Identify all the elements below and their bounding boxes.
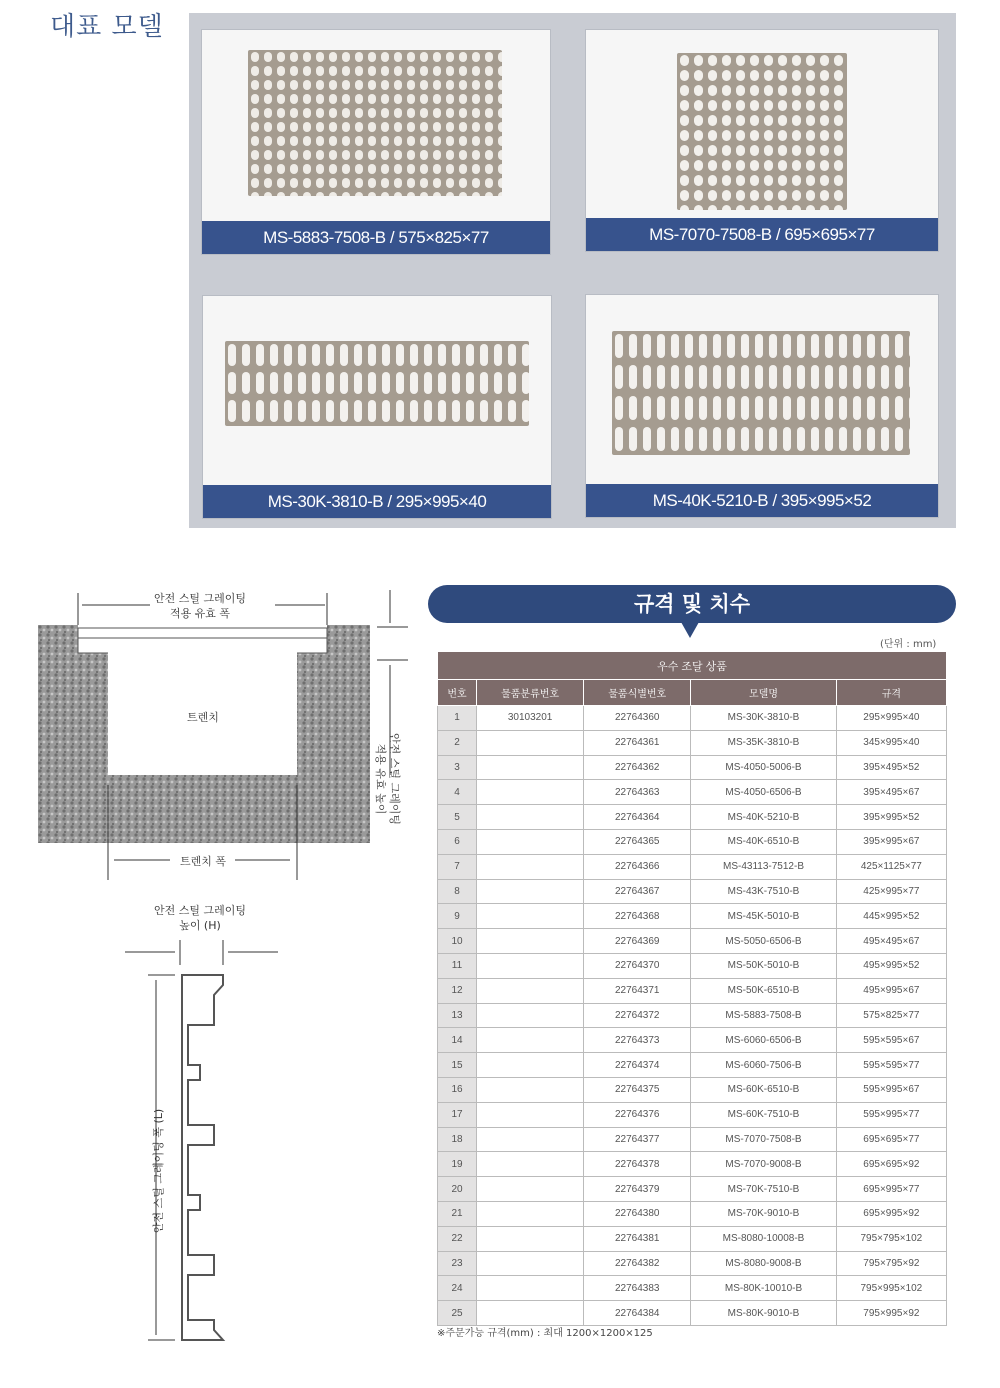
dimensions-cell: 595×995×77 xyxy=(836,1102,946,1127)
effective-width-label: 안전 스틸 그레이팅 적용 유효 폭 xyxy=(153,592,246,620)
row-number-cell: 19 xyxy=(438,1152,477,1177)
category-number-cell xyxy=(477,1276,584,1301)
category-number-cell xyxy=(477,1102,584,1127)
category-number-cell xyxy=(477,805,584,830)
item-id-cell: 22764384 xyxy=(584,1301,691,1326)
spec-table-body xyxy=(438,706,947,1326)
table-row xyxy=(438,1152,947,1177)
table-row xyxy=(438,730,947,755)
page-title: 대표 모델 xyxy=(50,12,164,42)
table-row xyxy=(438,1003,947,1028)
item-id-cell: 22764365 xyxy=(584,829,691,854)
row-number-cell: 16 xyxy=(438,1077,477,1102)
grating-image xyxy=(248,50,502,196)
footnote: ※주문가능 규격(mm) : 최대 1200×1200×125 xyxy=(437,1328,653,1339)
category-number-cell xyxy=(477,1077,584,1102)
spec-heading: 규격 및 치수 xyxy=(428,585,956,623)
model-name-cell: MS-6060-6506-B xyxy=(691,1028,836,1053)
category-number-cell xyxy=(477,1226,584,1251)
dimensions-cell: 695×695×92 xyxy=(836,1152,946,1177)
category-number-cell xyxy=(477,1201,584,1226)
table-row xyxy=(438,1028,947,1053)
ground-section xyxy=(38,625,370,843)
column-header: 물품식별번호 xyxy=(584,680,691,706)
model-name-cell: MS-45K-5010-B xyxy=(691,904,836,929)
row-number-cell: 8 xyxy=(438,879,477,904)
category-number-cell xyxy=(477,1028,584,1053)
model-name-cell: MS-8080-10008-B xyxy=(691,1226,836,1251)
table-row xyxy=(438,953,947,978)
dimensions-cell: 595×995×67 xyxy=(836,1077,946,1102)
table-row xyxy=(438,780,947,805)
row-number-cell: 17 xyxy=(438,1102,477,1127)
row-number-cell: 23 xyxy=(438,1251,477,1276)
model-name-cell: MS-40K-5210-B xyxy=(691,805,836,830)
spec-heading-pointer xyxy=(681,622,699,638)
row-number-cell: 2 xyxy=(438,730,477,755)
item-id-cell: 22764370 xyxy=(584,953,691,978)
item-id-cell: 22764375 xyxy=(584,1077,691,1102)
category-number-cell xyxy=(477,929,584,954)
row-number-cell: 20 xyxy=(438,1177,477,1202)
row-number-cell: 18 xyxy=(438,1127,477,1152)
grating-image xyxy=(677,53,847,210)
row-number-cell: 4 xyxy=(438,780,477,805)
row-number-cell: 25 xyxy=(438,1301,477,1326)
item-id-cell: 22764371 xyxy=(584,978,691,1003)
row-number-cell: 10 xyxy=(438,929,477,954)
model-name-cell: MS-8080-9008-B xyxy=(691,1251,836,1276)
item-id-cell: 22764373 xyxy=(584,1028,691,1053)
grating-profile xyxy=(78,628,327,638)
item-id-cell: 22764378 xyxy=(584,1152,691,1177)
model-name-cell: MS-5883-7508-B xyxy=(691,1003,836,1028)
row-number-cell: 3 xyxy=(438,755,477,780)
grating-profile-diagram xyxy=(120,935,290,1350)
table-row xyxy=(438,805,947,830)
category-number-cell xyxy=(477,1177,584,1202)
model-name-cell: MS-60K-7510-B xyxy=(691,1102,836,1127)
row-number-cell: 11 xyxy=(438,953,477,978)
model-name-cell: MS-5050-6506-B xyxy=(691,929,836,954)
column-header: 물품분류번호 xyxy=(477,680,584,706)
category-number-cell xyxy=(477,1152,584,1177)
unit-note: (단위 : mm) xyxy=(880,639,937,650)
dimensions-cell: 575×825×77 xyxy=(836,1003,946,1028)
table-row xyxy=(438,854,947,879)
grating-pattern xyxy=(677,53,847,210)
height-label: 안전 스틸 그레이팅 높이 (H) xyxy=(153,904,246,932)
item-id-cell: 22764379 xyxy=(584,1177,691,1202)
item-id-cell: 22764374 xyxy=(584,1053,691,1078)
category-number-cell xyxy=(477,829,584,854)
row-number-cell: 12 xyxy=(438,978,477,1003)
table-row xyxy=(438,1301,947,1326)
row-number-cell: 7 xyxy=(438,854,477,879)
dimensions-cell: 425×995×77 xyxy=(836,879,946,904)
grating-image xyxy=(612,331,910,455)
row-number-cell: 6 xyxy=(438,829,477,854)
effective-height-label: 안전 스틸 그레이팅 적용 유효 높이 xyxy=(374,732,401,825)
table-row xyxy=(438,829,947,854)
item-id-cell: 22764366 xyxy=(584,854,691,879)
table-row xyxy=(438,904,947,929)
category-number-cell xyxy=(477,730,584,755)
model-caption: MS-40K-5210-B / 395×995×52 xyxy=(586,484,938,517)
grating-image xyxy=(225,341,529,426)
item-id-cell: 22764372 xyxy=(584,1003,691,1028)
table-row xyxy=(438,1226,947,1251)
row-number-cell: 5 xyxy=(438,805,477,830)
dimensions-cell: 795×995×92 xyxy=(836,1301,946,1326)
grating-pattern xyxy=(225,341,529,426)
table-row xyxy=(438,755,947,780)
table-row xyxy=(438,978,947,1003)
model-name-cell: MS-60K-6510-B xyxy=(691,1077,836,1102)
item-id-cell: 22764369 xyxy=(584,929,691,954)
row-number-cell: 9 xyxy=(438,904,477,929)
table-row xyxy=(438,1276,947,1301)
row-number-cell: 15 xyxy=(438,1053,477,1078)
row-number-cell: 1 xyxy=(438,706,477,731)
category-number-cell xyxy=(477,854,584,879)
dimensions-cell: 795×795×102 xyxy=(836,1226,946,1251)
model-name-cell: MS-43113-7512-B xyxy=(691,854,836,879)
dimensions-cell: 495×995×67 xyxy=(836,978,946,1003)
category-number-cell xyxy=(477,1301,584,1326)
table-row xyxy=(438,1127,947,1152)
model-card xyxy=(202,30,550,254)
model-caption: MS-5883-7508-B / 575×825×77 xyxy=(202,221,550,254)
category-number-cell xyxy=(477,755,584,780)
category-number-cell xyxy=(477,904,584,929)
item-id-cell: 22764377 xyxy=(584,1127,691,1152)
item-id-cell: 22764367 xyxy=(584,879,691,904)
table-row xyxy=(438,929,947,954)
table-row xyxy=(438,1077,947,1102)
column-header: 규격 xyxy=(836,680,946,706)
model-name-cell: MS-50K-5010-B xyxy=(691,953,836,978)
model-name-cell: MS-40K-6510-B xyxy=(691,829,836,854)
grating-pattern xyxy=(612,331,910,455)
item-id-cell: 22764362 xyxy=(584,755,691,780)
dimensions-cell: 595×595×67 xyxy=(836,1028,946,1053)
model-name-cell: MS-70K-7510-B xyxy=(691,1177,836,1202)
category-number-cell xyxy=(477,1003,584,1028)
table-row xyxy=(438,1053,947,1078)
model-name-cell: MS-80K-9010-B xyxy=(691,1301,836,1326)
grating-pattern xyxy=(248,50,502,196)
item-id-cell: 22764381 xyxy=(584,1226,691,1251)
item-id-cell: 22764376 xyxy=(584,1102,691,1127)
dimensions-cell: 295×995×40 xyxy=(836,706,946,731)
dimensions-cell: 425×1125×77 xyxy=(836,854,946,879)
row-number-cell: 21 xyxy=(438,1201,477,1226)
dimensions-cell: 395×995×67 xyxy=(836,829,946,854)
model-name-cell: MS-6060-7506-B xyxy=(691,1053,836,1078)
category-number-cell xyxy=(477,1251,584,1276)
model-card xyxy=(203,296,551,518)
column-header: 모델명 xyxy=(691,680,836,706)
item-id-cell: 22764361 xyxy=(584,730,691,755)
dimensions-cell: 395×495×67 xyxy=(836,780,946,805)
dimensions-cell: 495×495×67 xyxy=(836,929,946,954)
dimensions-cell: 495×995×52 xyxy=(836,953,946,978)
item-id-cell: 22764360 xyxy=(584,706,691,731)
category-number-cell xyxy=(477,1127,584,1152)
model-name-cell: MS-4050-6506-B xyxy=(691,780,836,805)
category-number-cell xyxy=(477,879,584,904)
model-card xyxy=(586,30,938,251)
model-name-cell: MS-30K-3810-B xyxy=(691,706,836,731)
table-row xyxy=(438,1201,947,1226)
dimensions-cell: 695×695×77 xyxy=(836,1127,946,1152)
table-row xyxy=(438,1251,947,1276)
dimensions-cell: 695×995×92 xyxy=(836,1201,946,1226)
table-row xyxy=(438,1102,947,1127)
category-number-cell xyxy=(477,978,584,1003)
row-number-cell: 24 xyxy=(438,1276,477,1301)
trench-diagram xyxy=(30,585,420,885)
item-id-cell: 22764383 xyxy=(584,1276,691,1301)
dimensions-cell: 345×995×40 xyxy=(836,730,946,755)
row-number-cell: 14 xyxy=(438,1028,477,1053)
dimensions-cell: 395×995×52 xyxy=(836,805,946,830)
spec-table xyxy=(437,651,947,1326)
category-number-cell: 30103201 xyxy=(477,706,584,731)
item-id-cell: 22764363 xyxy=(584,780,691,805)
category-number-cell xyxy=(477,953,584,978)
trench-label: 트렌치 xyxy=(187,711,219,724)
item-id-cell: 22764380 xyxy=(584,1201,691,1226)
table-group-header: 우수 조달 상품 xyxy=(438,652,947,680)
model-name-cell: MS-7070-7508-B xyxy=(691,1127,836,1152)
dimensions-cell: 595×595×77 xyxy=(836,1053,946,1078)
table-row xyxy=(438,879,947,904)
model-name-cell: MS-50K-6510-B xyxy=(691,978,836,1003)
model-caption: MS-7070-7508-B / 695×695×77 xyxy=(586,218,938,251)
dimensions-cell: 695×995×77 xyxy=(836,1177,946,1202)
model-name-cell: MS-70K-9010-B xyxy=(691,1201,836,1226)
row-number-cell: 22 xyxy=(438,1226,477,1251)
dimensions-cell: 795×995×102 xyxy=(836,1276,946,1301)
dimensions-cell: 445×995×52 xyxy=(836,904,946,929)
model-name-cell: MS-7070-9008-B xyxy=(691,1152,836,1177)
model-name-cell: MS-4050-5006-B xyxy=(691,755,836,780)
item-id-cell: 22764382 xyxy=(584,1251,691,1276)
item-id-cell: 22764364 xyxy=(584,805,691,830)
model-caption: MS-30K-3810-B / 295×995×40 xyxy=(203,485,551,518)
model-photo-panel xyxy=(189,13,956,528)
column-header: 번호 xyxy=(438,680,477,706)
model-name-cell: MS-43K-7510-B xyxy=(691,879,836,904)
model-card xyxy=(586,295,938,517)
table-row xyxy=(438,706,947,731)
dimensions-cell: 795×795×92 xyxy=(836,1251,946,1276)
trench-width-label: 트렌치 폭 xyxy=(179,855,226,868)
length-label: 안전 스틸 그레이팅 폭 (L) xyxy=(152,1108,165,1234)
model-name-cell: MS-35K-3810-B xyxy=(691,730,836,755)
category-number-cell xyxy=(477,1053,584,1078)
table-row xyxy=(438,1177,947,1202)
item-id-cell: 22764368 xyxy=(584,904,691,929)
category-number-cell xyxy=(477,780,584,805)
model-name-cell: MS-80K-10010-B xyxy=(691,1276,836,1301)
dimensions-cell: 395×495×52 xyxy=(836,755,946,780)
row-number-cell: 13 xyxy=(438,1003,477,1028)
